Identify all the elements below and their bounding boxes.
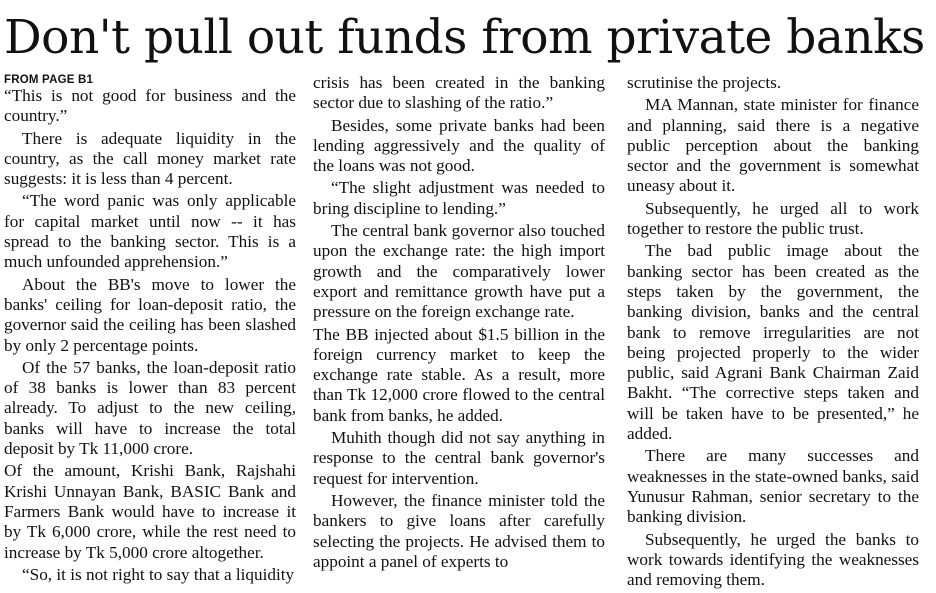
- continued-from-label: FROM PAGE B1: [4, 74, 94, 86]
- paragraph: There are many successes and weaknesses in the state-owned banks, said Yunusur Rahman, senior secretary to the banking division.: [627, 446, 919, 527]
- paragraph: crisis has been created in the banking sector due to slashing of the ratio.”: [313, 73, 605, 113]
- paragraph: The bad public image about the banking sector has been created as the steps taken by the government, the banking division, banks and the central bank to remove irregularities are not being projected properly to the wider public, said Agrani Bank Chairman Zaid Bakht. “The corrective steps taken and will be taken have to be presented,” he added.: [627, 241, 919, 444]
- paragraph: The central bank governor also touched upon the exchange rate: the high import growth and the comparatively lower export and remittance growth have put a pressure on the foreign exchange rate.: [313, 221, 605, 322]
- paragraph: scrutinise the projects.: [627, 73, 782, 92]
- paragraph: About the BB's move to lower the banks' ceiling for loan-deposit ratio, the governor said the ceiling has been slashed by only 2 percentage points.: [4, 274, 296, 355]
- headline: Don't pull out funds from private banks: [4, 10, 925, 65]
- paragraph: Muhith though did not say anything in response to the central bank governor's request for intervention.: [313, 428, 605, 488]
- paragraph: Of the 57 banks, the loan-deposit ratio of 38 banks is lower than 83 percent already. To adjust to the new ceiling, banks will have to increase the total deposit by Tk 11,000 crore.: [4, 357, 296, 459]
- paragraph: Besides, some private banks had been lending aggressively and the quality of the loans was not good.: [313, 115, 605, 176]
- article-column-2: [313, 73, 605, 574]
- paragraph: MA Mannan, state minister for finance and planning, said there is a negative public perception about the banking sector and the government is somewhat uneasy about it.: [627, 95, 919, 196]
- paragraph: “So, it is not right to say that a liquidity: [22, 564, 295, 584]
- paragraph: “The word panic was only applicable for capital market until now -- it has spread to the banking sector. This is a much unfounded apprehension.”: [4, 191, 296, 272]
- paragraph: “The slight adjustment was needed to bring discipline to lending.”: [313, 178, 605, 218]
- paragraph: Subsequently, he urged the banks to work towards identifying the weaknesses and removing them.: [627, 529, 919, 590]
- paragraph: The BB injected about $1.5 billion in the foreign currency market to keep the exchange rate stable. As a result, more than Tk 12,000 crore flowed to the central bank from banks, he added.: [313, 324, 605, 425]
- paragraph: There is adequate liquidity in the country, as the call money market rate suggests: it is less than 4 percent.: [4, 128, 296, 189]
- article-column-3: [627, 73, 919, 592]
- paragraph: “This is not good for business and the country.”: [4, 86, 296, 126]
- paragraph: Of the amount, Krishi Bank, Rajshahi Krishi Unnayan Bank, BASIC Bank and Farmers Bank would have to increase it by Tk 6,000 crore, while the rest need to increase by Tk 5,000 crore altogether.: [4, 461, 296, 562]
- paragraph: However, the finance minister told the bankers to give loans after carefully selecting the projects. He advised them to appoint a panel of experts to: [313, 490, 605, 571]
- article-column-1: [4, 74, 296, 587]
- paragraph: Subsequently, he urged all to work together to restore the public trust.: [627, 198, 919, 239]
